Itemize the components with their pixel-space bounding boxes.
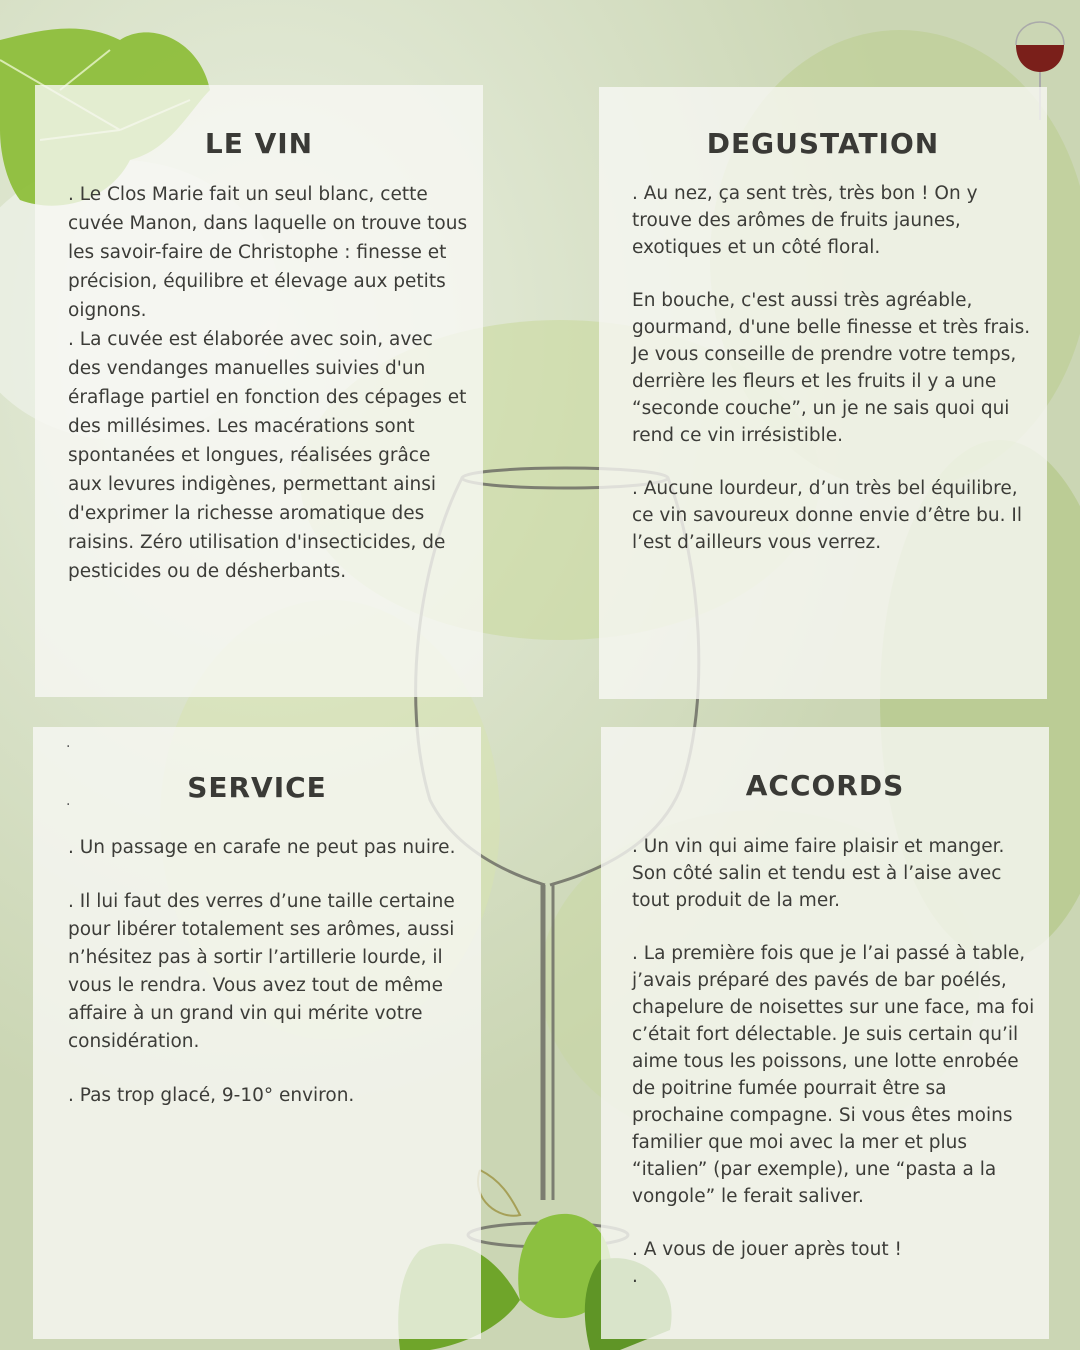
paragraph: . Un passage en carafe ne peut pas nuire. [68,837,456,858]
paragraph: . Au nez, ça sent très, très bon ! On y trouve des arômes de fruits jaunes, exotiques et un côté floral. [632,183,978,258]
panel-body-service [68,834,468,1110]
panel-title-service: SERVICE [187,771,327,804]
dot-marker: . [66,793,71,809]
paragraph: . Un vin qui aime faire plaisir et manger. Son côté salin et tendu est à l’aise avec tout produit de la mer. [632,836,1005,911]
panel-title-accords: ACCORDS [745,769,905,802]
panel-title-degustation: DEGUSTATION [706,127,940,160]
panel-service [33,727,481,1339]
paragraph: . Le Clos Marie fait un seul blanc, cette cuvée Manon, dans laquelle on trouve tous les savoir-faire de Christophe : finesse et précision, équilibre et élevage aux petits oignons. [68,184,468,321]
dot-marker: . [66,735,71,751]
paragraph: . La première fois que je l’ai passé à table, j’avais préparé des pavés de bar poélés, chapelure de noisettes sur une face, ma foi c’était fort délectable. Je suis certain qu’il aime tous les poissons, une lotte enrobée de poitrine fumée pourrait être sa prochaine compagne. Si vous êtes moins familier que moi avec la mer et plus “italien” (par exemple), une “pasta a la vongole” le ferait saliver. [632,943,1035,1207]
panel-body-degustation [632,180,1032,556]
paragraph: . A vous de jouer après tout ! [632,1239,902,1260]
panel-le-vin [35,85,483,697]
paragraph: . Il lui faut des verres d’une taille certaine pour libérer totalement ses arômes, aussi n’hésitez pas à sortir l’artillerie lourde, il vous le rendra. Vous avez tout de même affaire à un grand vin qui mérite votre considération. [68,891,455,1052]
paragraph: En bouche, c'est aussi très agréable, gourmand, d'une belle finesse et très frais. Je vous conseille de prendre votre temps, derrière les fleurs et les fruits il y a une “seconde couche”, un je ne sais quoi qui rend ce vin irrésistible. [632,290,1031,446]
panel-accords [601,727,1049,1339]
panel-title-le-vin: LE VIN [204,127,314,160]
panel-degustation [599,87,1047,699]
paragraph: . Aucune lourdeur, d’un très bel équilibre, ce vin savoureux donne envie d’être bu. Il l’est d’ailleurs vous verrez. [632,478,1023,553]
paragraph: . Pas trop glacé, 9-10° environ. [68,1085,355,1106]
paragraph: . La cuvée est élaborée avec soin, avec des vendanges manuelles suivies d'un éraflage partiel en fonction des cépages et des millésimes. Les macérations sont spontanées et longues, réalisées grâce aux levures indigènes, permettant ainsi d'exprimer la richesse aromatique des raisins. Zéro utilisation d'insecticides, de pesticides ou de désherbants. [68,329,467,582]
panel-body-le-vin [68,180,468,586]
trailing-dot: . [632,1266,638,1287]
panel-body-accords [632,833,1040,1290]
